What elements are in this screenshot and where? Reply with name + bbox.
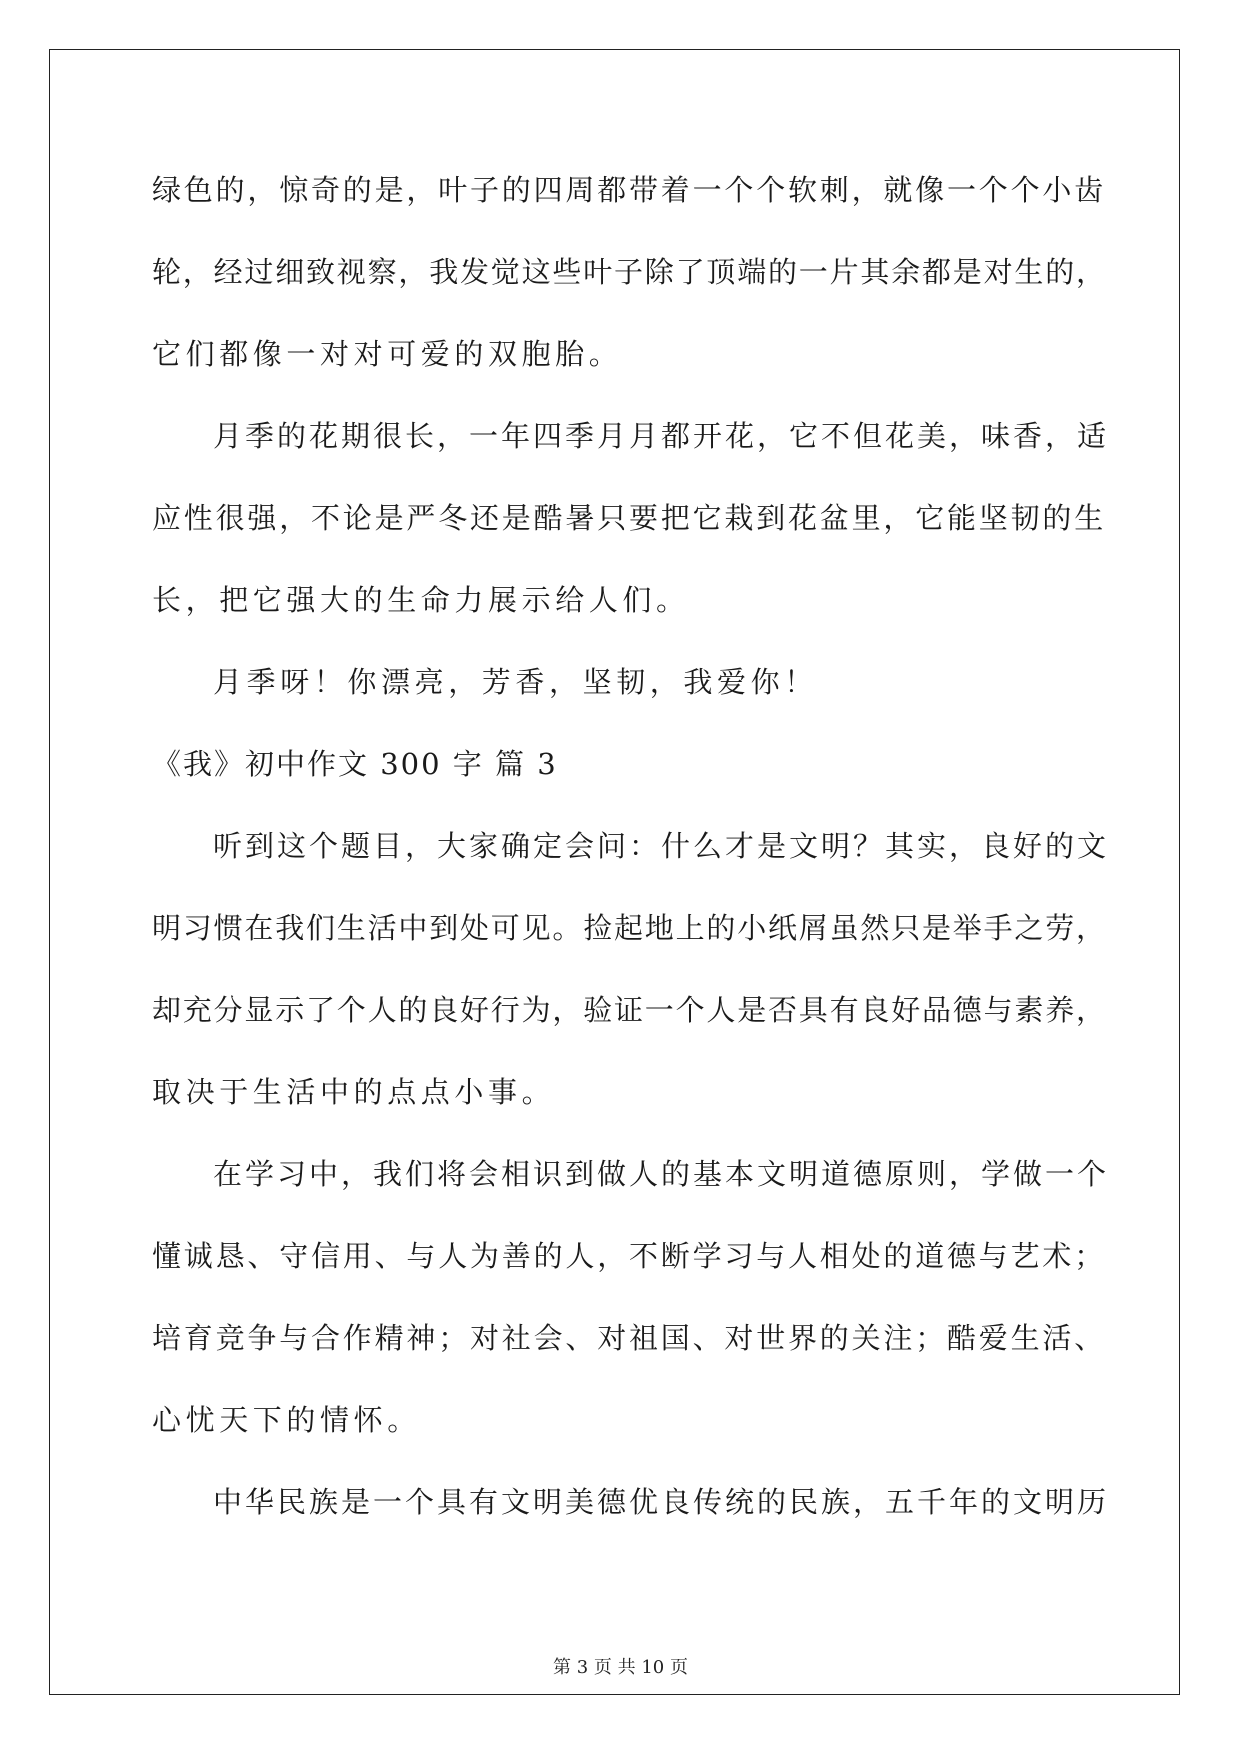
text-line: 长，把它强大的生命力展示给人们。 [152, 583, 690, 617]
paragraph-start-line: 中华民族是一个具有文明美德优良传统的民族，五千年的文明历 [213, 1485, 1110, 1519]
text-line: 取决于生活中的点点小事。 [152, 1075, 556, 1109]
paragraph-start-line: 在学习中，我们将会相识到做人的基本文明道德原则，学做一个 [213, 1157, 1110, 1191]
text-line: 却充分显示了个人的良好行为，验证一个人是否具有良好品德与素养， [152, 993, 1107, 1027]
text-line: 它们都像一对对可爱的双胞胎。 [152, 337, 623, 371]
page-number-footer: 第 3 页 共 10 页 [553, 1657, 688, 1678]
paragraph-start-line: 听到这个题目，大家确定会问：什么才是文明？其实，良好的文 [213, 829, 1110, 863]
text-line: 懂诚恳、守信用、与人为善的人，不断学习与人相处的道德与艺术； [152, 1239, 1107, 1273]
text-line: 培育竞争与合作精神；对社会、对祖国、对世界的关注；酷爱生活、 [152, 1321, 1107, 1355]
section-heading: 《我》初中作文 300 字 篇 3 [152, 747, 558, 781]
text-line: 明习惯在我们生活中到处可见。捡起地上的小纸屑虽然只是举手之劳， [152, 911, 1107, 945]
text-line: 轮，经过细致视察，我发觉这些叶子除了顶端的一片其余都是对生的， [152, 255, 1107, 289]
paragraph-start-line: 月季呀！你漂亮，芳香，坚韧，我爱你！ [213, 665, 818, 699]
paragraph-start-line: 月季的花期很长，一年四季月月都开花，它不但花美，味香，适 [213, 419, 1110, 453]
text-line: 心忧天下的情怀。 [152, 1403, 421, 1437]
text-line: 绿色的，惊奇的是，叶子的四周都带着一个个软刺，就像一个个小齿 [152, 173, 1107, 207]
page-border [49, 49, 1180, 1695]
text-line: 应性很强，不论是严冬还是酷暑只要把它栽到花盆里，它能坚韧的生 [152, 501, 1107, 535]
